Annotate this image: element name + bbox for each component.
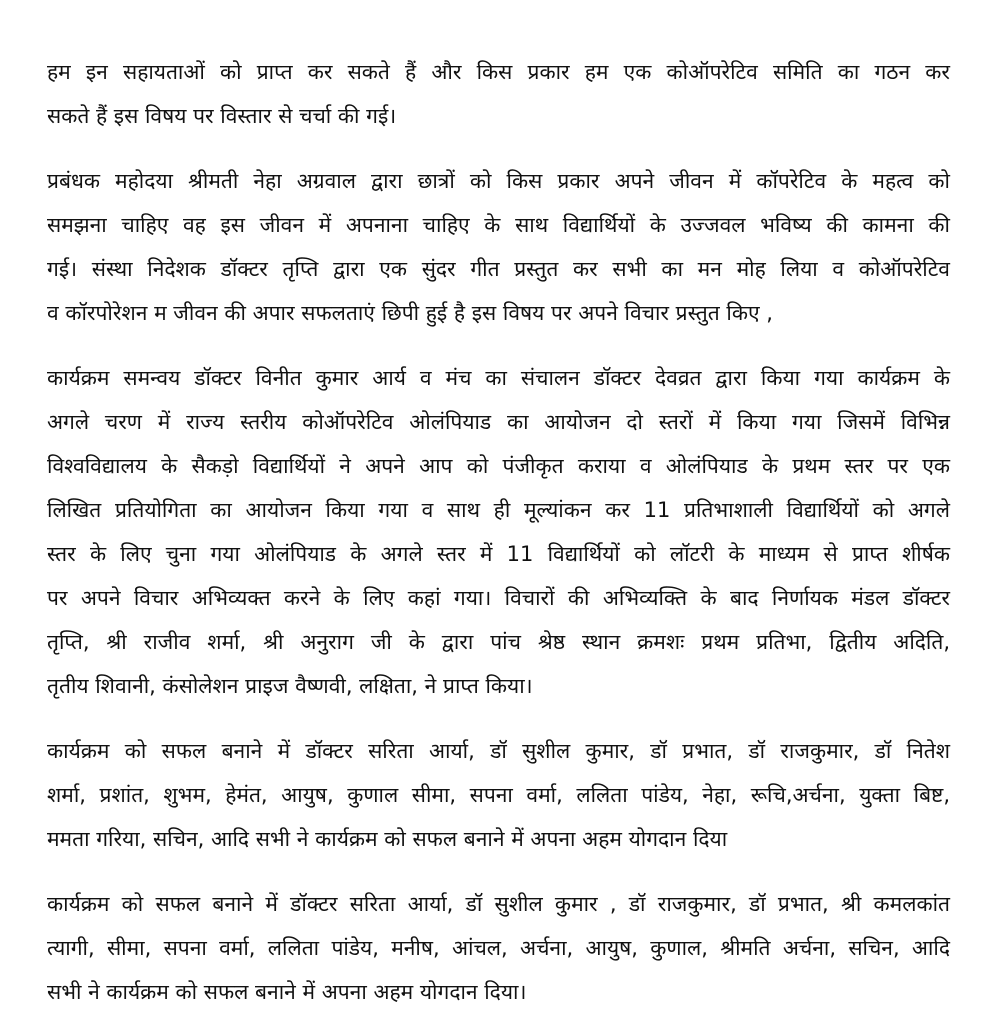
text-line: कार्यक्रम को सफल बनाने में डॉक्टर सरिता आर्या, डॉ सुशील कुमार, डॉ प्रभात, डॉ राजकुमार, डॉ नितेश: [47, 739, 950, 763]
text-line: सभी ने कार्यक्रम को सफल बनाने में अपना अहम योगदान दिया।: [47, 980, 527, 1004]
paragraph-olympiad: [47, 356, 950, 708]
text-line: व कॉरपोरेशन म जीवन की अपार सफलताएं छिपी हुई है इस विषय पर अपने विचार प्रस्तुत किए ,: [47, 301, 773, 325]
text-line: विश्वविद्यालय के सैकड़ो विद्यार्थियों ने अपने आप को पंजीकृत कराया व ओलंपियाड के प्रथम स्तर पर एक: [47, 454, 950, 478]
text-line: अगले चरण में राज्य स्तरीय कोऑपरेटिव ओलंपियाड का आयोजन दो स्तरों में किया गया जिसमें विभिन्न: [47, 410, 950, 434]
text-line: तृतीय शिवानी, कंसोलेशन प्राइज वैष्णवी, लक्षिता, ने प्राप्त किया।: [47, 674, 533, 698]
text-line: हम इन सहायताओं को प्राप्त कर सकते हैं और किस प्रकार हम एक कोऑपरेटिव समिति का गठन कर: [47, 60, 950, 84]
paragraph-cooperative-committee: [47, 50, 950, 138]
text-line: ममता गरिया, सचिन, आदि सभी ने कार्यक्रम को सफल बनाने में अपना अहम योगदान दिया: [47, 827, 728, 851]
text-line: समझना चाहिए वह इस जीवन में अपनाना चाहिए के साथ विद्यार्थियों के उज्जवल भविष्य की कामना की: [47, 213, 950, 237]
text-line: त्यागी, सीमा, सपना वर्मा, ललिता पांडेय, मनीष, आंचल, अर्चना, आयुष, कुणाल, श्रीमति अर्चना, सचिन, आदि: [47, 936, 950, 960]
text-line: शर्मा, प्रशांत, शुभम, हेमंत, आयुष, कुणाल सीमा, सपना वर्मा, ललिता पांडेय, नेहा, रूचि,अर्चना, युक्ता बिष्ट,: [47, 783, 950, 807]
text-line: लिखित प्रतियोगिता का आयोजन किया गया व साथ ही मूल्यांकन कर 11 प्रतिभाशाली विद्यार्थियों को अगले: [47, 498, 950, 522]
text-line: कार्यक्रम को सफल बनाने में डॉक्टर सरिता आर्या, डॉ सुशील कुमार , डॉ राजकुमार, डॉ प्रभात, श्री कमलकांत: [47, 892, 950, 916]
text-line: प्रबंधक महोदया श्रीमती नेहा अग्रवाल द्वारा छात्रों को किस प्रकार अपने जीवन में कॉपरेटिव के महत्व को: [47, 169, 950, 193]
paragraph-gap: [47, 708, 950, 729]
text-line: कार्यक्रम समन्वय डॉक्टर विनीत कुमार आर्य व मंच का संचालन डॉक्टर देवव्रत द्वारा किया गया कार्यक्रम के: [47, 366, 950, 390]
text-line: तृप्ति, श्री राजीव शर्मा, श्री अनुराग जी के द्वारा पांच श्रेष्ठ स्थान क्रमशः प्रथम प्रतिभा, द्वितीय अदिति,: [47, 630, 950, 654]
text-line: स्तर के लिए चुना गया ओलंपियाड के अगले स्तर में 11 विद्यार्थियों को लॉटरी के माध्यम से प्राप्त शीर्षक: [47, 542, 950, 566]
paragraph-contributors-1: [47, 729, 950, 861]
paragraph-gap: [47, 335, 950, 356]
paragraph-contributors-2: [47, 882, 950, 1014]
paragraph-manager-speech: [47, 159, 950, 335]
text-line: पर अपने विचार अभिव्यक्त करने के लिए कहां गया। विचारों की अभिव्यक्ति के बाद निर्णायक मंडल डॉक्टर: [47, 586, 950, 610]
document-page: [47, 50, 950, 1014]
paragraph-gap: [47, 138, 950, 159]
paragraph-gap: [47, 861, 950, 882]
text-line: गई। संस्था निदेशक डॉक्टर तृप्ति द्वारा एक सुंदर गीत प्रस्तुत कर सभी का मन मोह लिया व कोऑपरेटिव: [47, 257, 950, 281]
text-line: सकते हैं इस विषय पर विस्तार से चर्चा की गई।: [47, 104, 397, 128]
